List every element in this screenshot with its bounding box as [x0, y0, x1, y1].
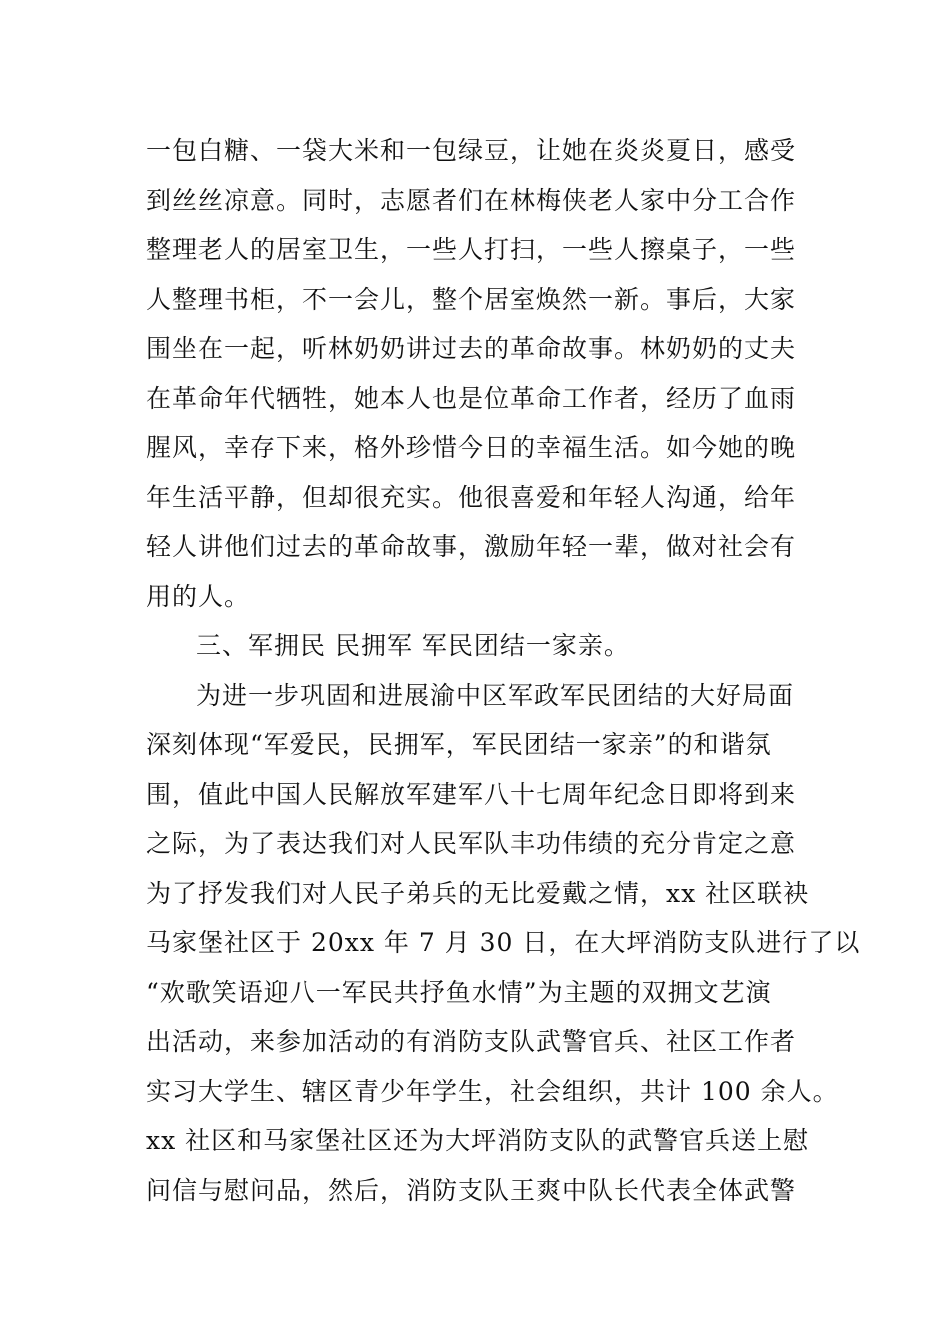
document-body: [146, 126, 861, 1215]
text-line: 一包白糖、一袋大米和一包绿豆，让她在炎炎夏日，感受: [146, 136, 797, 165]
text-line: 问信与慰问品，然后，消防支队王爽中队长代表全体武警: [146, 1175, 797, 1205]
text-line: 轻人讲他们过去的革命故事，激励年轻一辈，做对社会有: [146, 532, 797, 561]
text-line: 实习大学生、辖区青少年学生，社会组织，共计 100 余人。: [146, 1076, 839, 1106]
text-line: 腥风，幸存下来，格外珍惜今日的幸福生活。如今她的晚: [146, 433, 797, 462]
text-line: 在革命年代牺牲，她本人也是位革命工作者，经历了血雨: [146, 383, 797, 413]
text-line: 为进一步巩固和进展渝中区军政军民团结的大好局面: [196, 680, 795, 710]
text-line: 用的人。: [146, 581, 251, 611]
text-line: “欢歌笑语迎八一军民共抒鱼水情”为主题的双拥文艺演: [146, 977, 772, 1007]
text-line: 人整理书柜，不一会儿，整个居室焕然一新。事后，大家: [146, 284, 797, 314]
text-line: 为了抒发我们对人民子弟兵的无比爱戴之情，xx 社区联袂: [146, 878, 810, 908]
text-line: 到丝丝凉意。同时，志愿者们在林梅侠老人家中分工合作: [146, 185, 797, 215]
text-line: 围坐在一起，听林奶奶讲过去的革命故事。林奶奶的丈夫: [146, 334, 797, 363]
text-line: 整理老人的居室卫生，一些人打扫，一些人擦桌子，一些: [146, 235, 797, 264]
text-line: 马家堡社区于 20xx 年 7 月 30 日，在大坪消防支队进行了以: [146, 928, 861, 957]
text-line: 三、军拥民 民拥军 军民团结一家亲。: [196, 631, 630, 660]
text-line: 之际，为了表达我们对人民军队丰功伟绩的充分肯定之意: [146, 829, 797, 858]
text-line: 年生活平静，但却很充实。他很喜爱和年轻人沟通，给年: [146, 482, 797, 512]
text-line: 出活动，来参加活动的有消防支队武警官兵、社区工作者: [146, 1027, 797, 1056]
text-line: xx 社区和马家堡社区还为大坪消防支队的武警官兵送上慰: [146, 1126, 810, 1155]
text-line: 深刻体现“军爱民，民拥军，军民团结一家亲”的和谐氛: [146, 730, 772, 759]
text-line: 围，值此中国人民解放军建军八十七周年纪念日即将到来: [146, 779, 797, 809]
